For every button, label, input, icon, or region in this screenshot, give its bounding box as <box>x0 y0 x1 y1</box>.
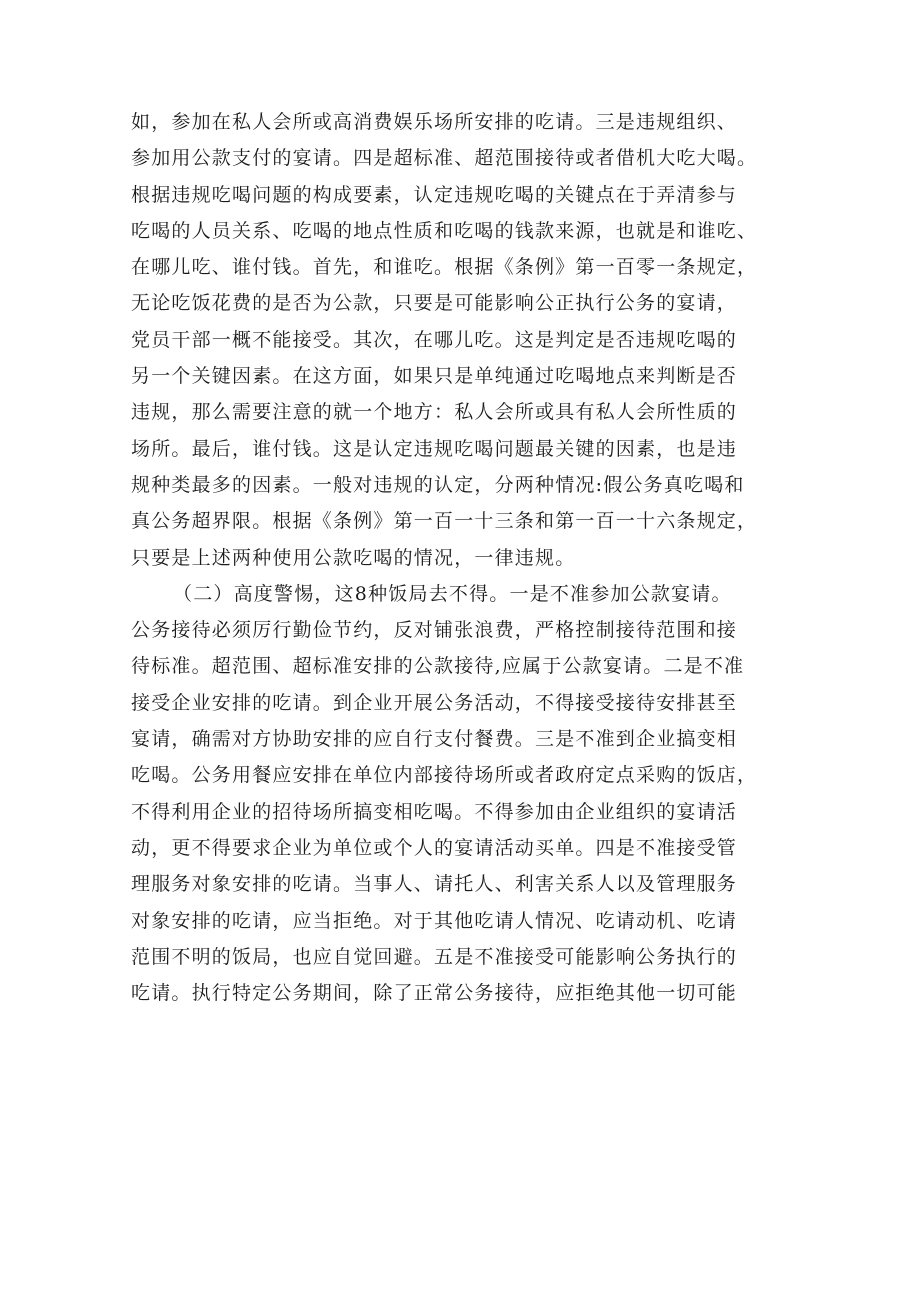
text-line: 宴请，确需对方协助安排的应自行支付餐费。三是不准到企业搞变相 <box>131 728 738 751</box>
text-line: 对象安排的吃请，应当拒绝。对于其他吃请人情况、吃请动机、吃请 <box>131 909 738 932</box>
text-line: 规种类最多的因素。一般对违规的认定，分两种情况:假公务真吃喝和 <box>131 473 745 496</box>
text-line: 不得利用企业的招待场所搞变相吃喝。不得参加由企业组织的宴请活 <box>131 800 738 823</box>
text-line: 无论吃饭花费的是否为公款，只要是可能影响公正执行公务的宴请， <box>131 292 738 315</box>
text-line: 接受企业安排的吃请。到企业开展公务活动，不得接受接待安排甚至 <box>131 691 738 714</box>
text-line: 违规，那么需要注意的就一个地方：私人会所或具有私人会所性质的 <box>131 401 738 424</box>
text-line: 公务接待必须厉行勤俭节约，反对铺张浪费，严格控制接待范围和接 <box>131 619 738 642</box>
section-heading-line: （二）高度警惕，这8种饭局去不得。一是不准参加公款宴请。 <box>173 582 732 605</box>
text-line: 范围不明的饭局，也应自觉回避。五是不准接受可能影响公务执行的 <box>131 945 738 968</box>
document-body <box>131 104 798 1011</box>
text-line: 在哪儿吃、谁付钱。首先，和谁吃。根据《条例》第一百零一条规定， <box>131 256 758 279</box>
text-line: 理服务对象安排的吃请。当事人、请托人、利害关系人以及管理服务 <box>131 873 738 896</box>
text-line: 真公务超界限。根据《条例》第一百一十三条和第一百一十六条规定， <box>131 510 758 533</box>
text-line: 如，参加在私人会所或高消费娱乐场所安排的吃请。三是违规组织、 <box>131 111 738 133</box>
text-line: 吃喝的人员关系、吃喝的地点性质和吃喝的钱款来源，也就是和谁吃、 <box>131 219 758 242</box>
text-line: 吃喝。公务用餐应安排在单位内部接待场所或者政府定点采购的饭店， <box>131 764 758 787</box>
text-line: 只要是上述两种使用公款吃喝的情况，一律违规。 <box>131 546 576 569</box>
text-line: 待标准。超范围、超标准安排的公款接待,应属于公款宴请。二是不准 <box>131 655 745 678</box>
text-line: 根据违规吃喝问题的构成要素，认定违规吃喝的关键点在于弄清参与 <box>131 183 738 206</box>
text-line: 参加用公款支付的宴请。四是超标准、超范围接待或者借机大吃大喝。 <box>131 147 758 170</box>
text-line: 吃请。执行特定公务期间，除了正常公务接待，应拒绝其他一切可能 <box>131 982 738 1005</box>
text-line: 另一个关键因素。在这方面，如果只是单纯通过吃喝地点来判断是否 <box>131 365 738 388</box>
text-line: 动，更不得要求企业为单位或个人的宴请活动买单。四是不准接受管 <box>131 836 738 859</box>
text-line: 场所。最后，谁付钱。这是认定违规吃喝问题最关键的因素，也是违 <box>131 437 738 460</box>
text-line: 党员干部一概不能接受。其次，在哪儿吃。这是判定是否违规吃喝的 <box>131 328 738 351</box>
